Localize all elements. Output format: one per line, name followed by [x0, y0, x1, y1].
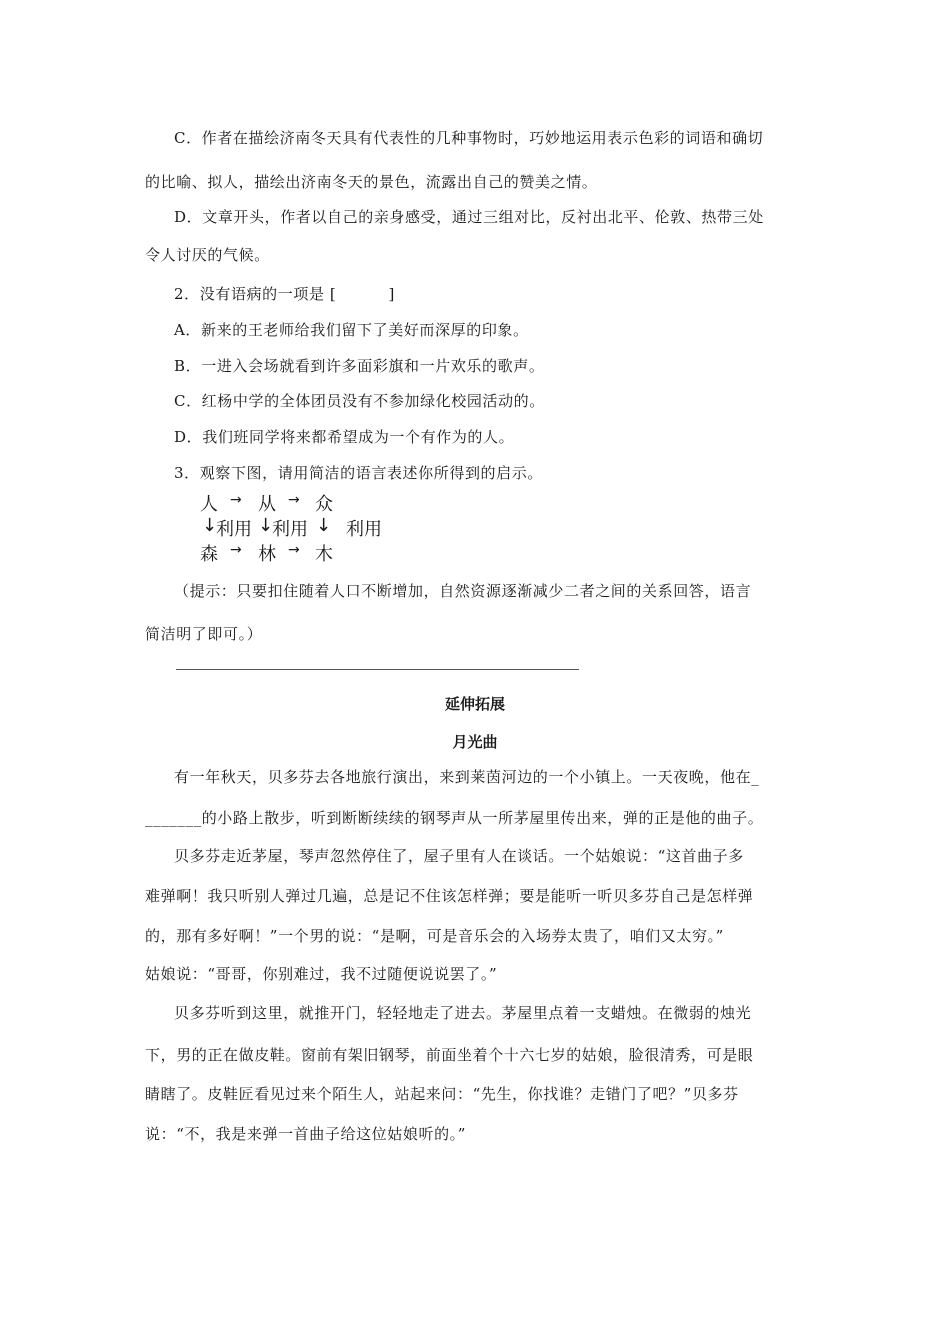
q2-option-d: D．我们班同学将来都希望成为一个有作为的人。	[174, 428, 515, 446]
story-paragraph-line: 的，那有多好啊！”一个男的说：“是啊，可是音乐会的入场券太贵了，咱们又太穷。”	[145, 927, 724, 945]
q1-option-d-line2: 令人讨厌的气候。	[145, 246, 270, 264]
q2-option-c: C．红杨中学的全体团员没有不参加绿化校园活动的。	[174, 392, 545, 410]
arrow-right-icon: →	[288, 542, 300, 558]
section-divider	[176, 669, 579, 670]
q2-stem: 2．没有语病的一项是 [ ]	[174, 285, 395, 303]
arrow-down-icon: ↓	[258, 515, 274, 536]
diagram-arrow-label: 利用	[216, 519, 252, 540]
story-paragraph-line: 难弹啊！我只听别人弹过几遍，总是记不住该怎样弹；要是能听一听贝多芬自己是怎样弹	[145, 887, 754, 905]
story-paragraph-line: 姑娘说：“哥哥，你别难过，我不过随便说说罢了。”	[145, 965, 498, 983]
arrow-right-icon: →	[288, 492, 300, 508]
diagram-char-zhong: 众	[315, 494, 333, 515]
story-title: 月光曲	[452, 733, 498, 751]
story-paragraph-line: 睛瞎了。皮鞋匠看见过来个陌生人，站起来问：“先生，你找谁？走错门了吧？”贝多芬	[145, 1085, 739, 1103]
diagram-arrow-label: 利用	[346, 519, 382, 540]
q3-hint-line2: 简洁明了即可。）	[145, 625, 263, 643]
q2-option-b: B．一进入会场就看到许多面彩旗和一片欢乐的歌声。	[174, 357, 545, 375]
arrow-down-icon: ↓	[202, 515, 218, 536]
diagram-char-mu: 木	[315, 544, 333, 565]
arrow-down-icon: ↓	[316, 515, 332, 536]
q1-option-d-line1: D．文章开头，作者以自己的亲身感受，通过三组对比，反衬出北平、伦敦、热带三处	[174, 208, 764, 226]
story-paragraph-line: 贝多芬走近茅屋，琴声忽然停住了，屋子里有人在谈话。一个姑娘说：“这首曲子多	[174, 847, 744, 865]
arrow-right-icon: →	[230, 492, 242, 508]
q1-option-c-line1: C．作者在描绘济南冬天具有代表性的几种事物时，巧妙地运用表示色彩的词语和确切	[174, 129, 764, 147]
section-title: 延伸拓展	[444, 695, 505, 713]
diagram-char-ren: 人	[200, 494, 218, 515]
q2-option-a: A．新来的王老师给我们留下了美好而深厚的印象。	[174, 321, 529, 339]
arrow-right-icon: →	[230, 542, 242, 558]
story-paragraph-line: 说：“不，我是来弹一首曲子给这位姑娘听的。”	[145, 1125, 467, 1143]
diagram-char-cong: 从	[258, 494, 276, 515]
diagram-char-sen: 森	[200, 544, 218, 565]
q3-hint-line1: （提示：只要扣住随着人口不断增加，自然资源逐渐减少二者之间的关系回答，语言	[174, 582, 752, 600]
diagram-char-lin: 林	[258, 544, 276, 565]
story-paragraph-line: 贝多芬听到这里，就推开门，轻轻地走了进去。茅屋里点着一支蜡烛。在微弱的烛光	[174, 1004, 752, 1022]
diagram-arrow-label: 利用	[272, 519, 308, 540]
q1-option-c-line2: 的比喻、拟人，描绘出济南冬天的景色，流露出自己的赞美之情。	[145, 173, 598, 191]
story-paragraph-line: _______的小路上散步，听到断断续续的钢琴声从一所茅屋里传出来，弹的正是他的曲子。	[145, 809, 764, 827]
character-diagram	[198, 490, 398, 565]
q3-stem: 3．观察下图，请用简洁的语言表述你所得到的启示。	[174, 464, 543, 482]
story-paragraph-line: 下，男的正在做皮鞋。窗前有架旧钢琴，前面坐着个十六七岁的姑娘，脸很清秀，可是眼	[145, 1046, 754, 1064]
story-paragraph-line: 有一年秋天，贝多芬去各地旅行演出，来到莱茵河边的一个小镇上。一天夜晚，他在_	[174, 768, 760, 786]
